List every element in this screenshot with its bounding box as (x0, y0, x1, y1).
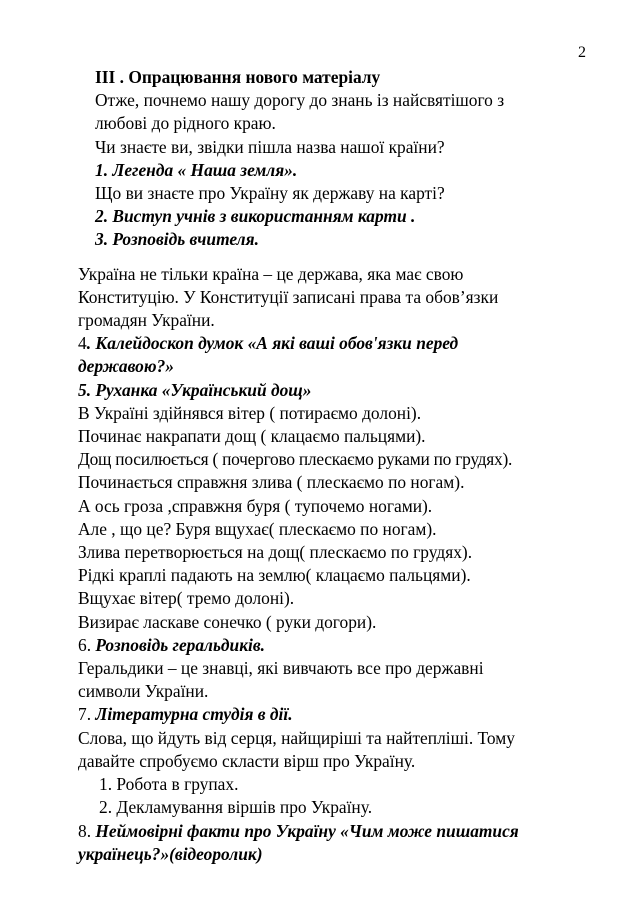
poetry-line: Слова, що йдуть від серця, найщиріші та найтепліші. Тому (78, 727, 515, 748)
section-heading: ІІІ . Опрацювання нового матеріалу (95, 67, 381, 87)
heraldry-line: символи України. (78, 681, 209, 702)
intro-line: Чи знаєте ви, звідки пішла назва нашої країни? (95, 136, 445, 157)
constitution-line: громадян України. (78, 310, 215, 331)
rain-line: Але , що це? Буря вщухає( плескаємо по ногам). (78, 518, 437, 539)
item-5-heading (78, 379, 626, 402)
heraldry-line: Геральдики – це знавці, які вивчають все про державні (78, 658, 484, 679)
page-number: 2 (578, 44, 586, 61)
item-6-number: 6. (78, 634, 96, 655)
rain-line: Злива перетворюється на дощ( плескаємо по грудях). (78, 542, 473, 563)
item-8-number: 8. (78, 820, 96, 841)
rain-line: Починається справжня злива ( плескаємо по ногам). (78, 472, 465, 493)
item-5-number: 5 (78, 379, 87, 400)
item-3-title: 3. Розповідь вчителя. (95, 229, 259, 250)
item-4-title-cont: державою?» (78, 356, 174, 377)
intro-line: любові до рідного краю. (95, 113, 276, 134)
rain-line: Рідкі краплі падають на землю( клацаємо пальцями). (78, 565, 471, 586)
item-2-title: 2. Виступ учнів з використанням карти . (95, 206, 416, 227)
rain-line: Визирає ласкаве сонечко ( руки догори). (78, 611, 377, 632)
rain-line: А ось гроза ,справжня буря ( тупочемо ногами). (78, 495, 433, 516)
sub-item: 1. Робота в групах. (99, 774, 239, 795)
document-body (78, 66, 626, 866)
constitution-line: Україна не тільки країна – це держава, яка має свою (78, 263, 464, 284)
question-line: Що ви знаєте про Україну як державу на карті? (95, 183, 445, 204)
item-8-title-cont: українець?»(відеоролик) (78, 843, 263, 864)
item-8-title: Неймовірні факти про Україну «Чим може пишатися (95, 820, 519, 841)
item-4-heading (78, 332, 626, 355)
item-6-heading (78, 634, 626, 657)
item-7-heading (78, 703, 626, 726)
intro-line: Отже, почнемо нашу дорогу до знань із найсвятішого з (95, 90, 505, 111)
sub-item: 2. Декламування віршів про Україну. (99, 797, 373, 818)
rain-line: В Україні здійнявся вітер ( потираємо долоні). (78, 402, 422, 423)
rain-line: Дощ посилюється ( почергово плескаємо руками по грудях). (78, 449, 513, 470)
item-7-number: 7. (78, 704, 96, 725)
item-1-title: 1. Легенда « Наша земля». (95, 159, 298, 180)
paragraph-gap (78, 252, 626, 263)
item-6-title: Розповідь геральдиків. (95, 634, 265, 655)
item-4-number: 4 (78, 333, 87, 354)
rain-line: Вщухає вітер( тремо долоні). (78, 588, 295, 609)
item-8-heading (78, 820, 626, 843)
item-7-title: Літературна студія в дії. (95, 704, 293, 725)
constitution-line: Конституцію. У Конституції записані права та обов’язки (78, 286, 499, 307)
poetry-line: давайте спробуємо скласти вірш про Україну. (78, 750, 416, 771)
item-4-title: . Калейдоскоп думок «А які ваші обов'язки перед (86, 333, 459, 354)
rain-line: Починає накрапати дощ ( клацаємо пальцями). (78, 426, 426, 447)
item-5-title: . Руханка «Український дощ» (86, 379, 312, 400)
